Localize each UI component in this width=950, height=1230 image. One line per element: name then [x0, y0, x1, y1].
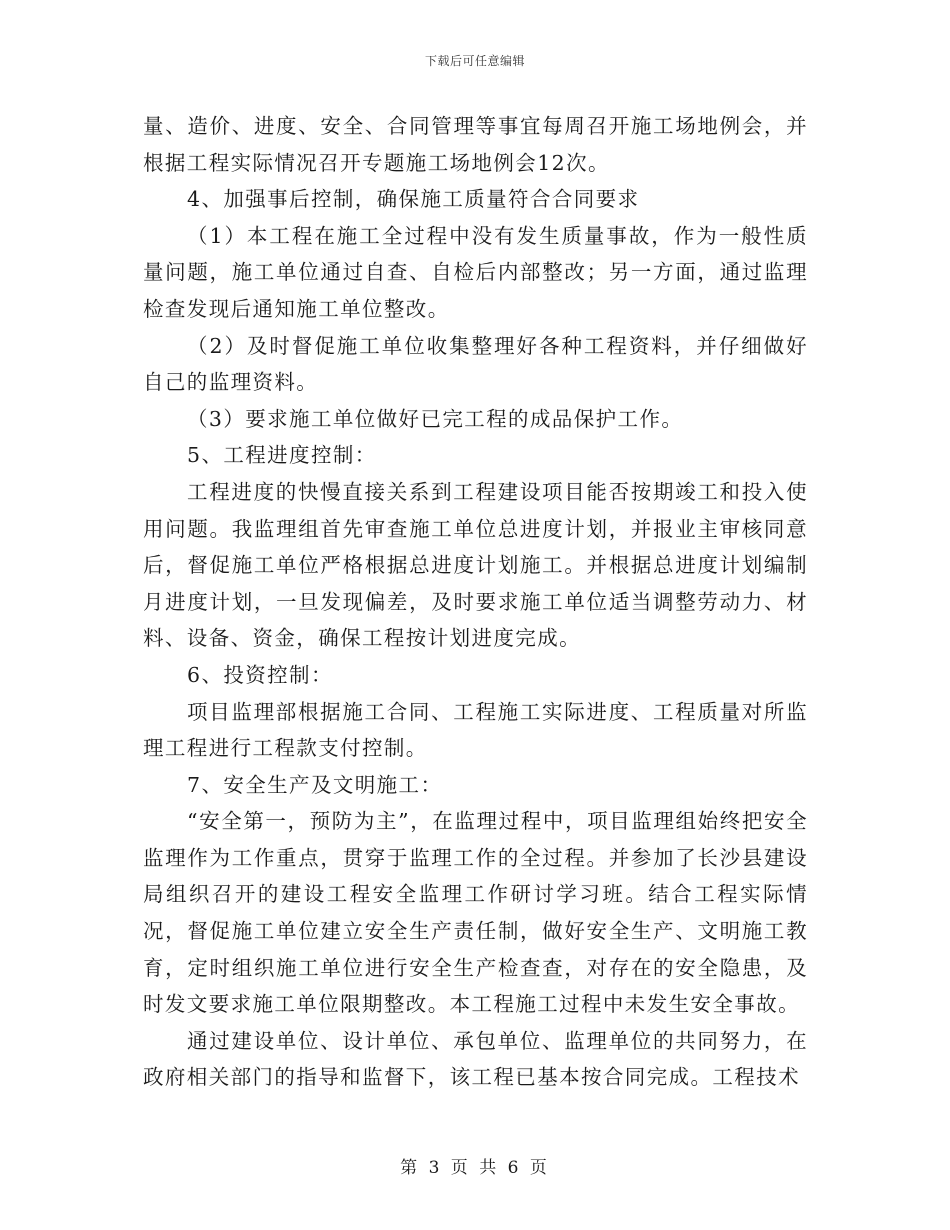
section-heading: 7、安全生产及文明施工： — [187, 772, 443, 797]
paragraph: （1）本工程在施工全过程中没有发生质量事故，作为一般性质量问题，施工单位通过自查、自检后内部整改；另一方面，通过监理检查发现后通知施工单位整改。 — [143, 223, 808, 321]
paragraph: 工程进度的快慢直接关系到工程建设项目能否按期竣工和投入使用问题。我监理组首先审查施工单位总进度计划，并报业主审核同意后，督促施工单位严格根据总进度计划施工。并根据总进度计划编制月进度计划，一旦发现偏差，及时要求施工单位适当调整劳动力、材料、设备、资金，确保工程按计划进度完成。 — [143, 479, 808, 651]
paragraph: （3）要求施工单位做好已完工程的成品保护工作。 — [187, 406, 684, 431]
page-header-note: 下载后可任意编辑 — [424, 54, 525, 68]
paragraph: 4、加强事后控制，确保施工质量符合合同要求 — [187, 187, 640, 212]
paragraph: 量、造价、进度、安全、合同管理等事宜每周召开施工场地例会，并根据工程实际情况召开专题施工场地例会12次。 — [143, 114, 808, 175]
paragraph: （2）及时督促施工单位收集整理好各种工程资料，并仔细做好自己的监理资料。 — [143, 333, 808, 395]
section-heading: 6、投资控制： — [187, 662, 333, 687]
paragraph: 通过建设单位、设计单位、承包单位、监理单位的共同努力，在政府相关部门的指导和监督下，该工程已基本按合同完成。工程技术 — [143, 1028, 808, 1090]
paragraph: “安全第一，预防为主”，在监理过程中，项目监理组始终把安全监理作为工作重点，贯穿于监理工作的全过程。并参加了长沙县建设局组织召开的建设工程安全监理工作研讨学习班。结合工程实际情况，督促施工单位建立安全生产责任制，做好安全生产、文明施工教育，定时组织施工单位进行安全生产检查查，对存在的安全隐患，及时发文要求施工单位限期整改。本工程施工过程中未发生安全事故。 — [143, 809, 808, 1017]
paragraph: 项目监理部根据施工合同、工程施工实际进度、工程质量对所监理工程进行工程款支付控制。 — [143, 699, 808, 761]
document-body — [143, 108, 808, 1096]
page-number-footer: 第 3 页 共 6 页 — [400, 1158, 550, 1178]
section-heading: 5、工程进度控制： — [187, 443, 377, 468]
